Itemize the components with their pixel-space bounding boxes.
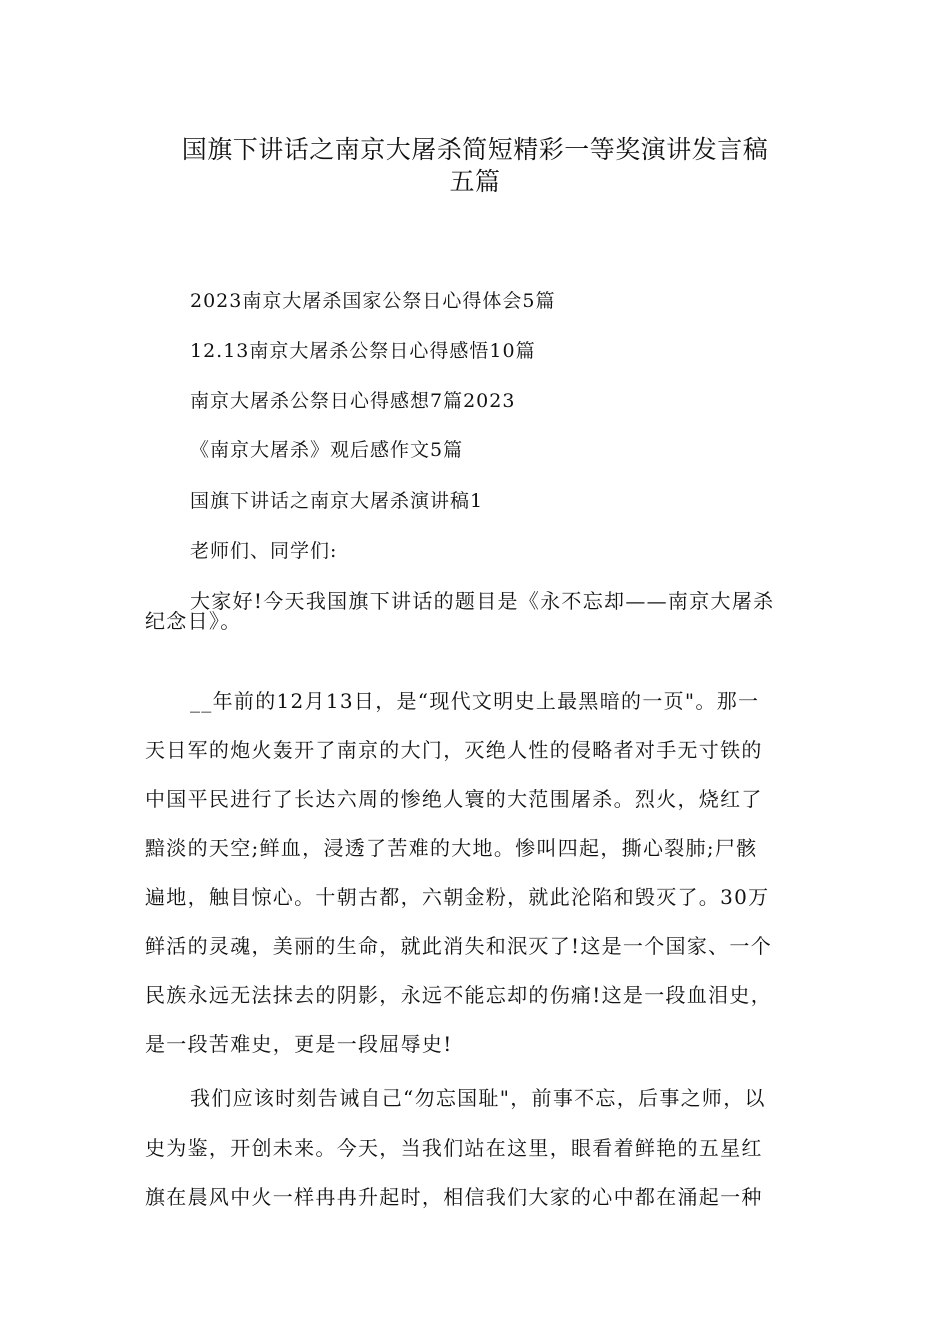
paragraph-3-line-1: 我们应该时刻告诫自己“勿忘国耻"，前事不忘，后事之师，以: [190, 1086, 766, 1110]
paragraph-2-line-6: 鲜活的灵魂，美丽的生命，就此消失和泯灭了!这是一个国家、一个: [145, 934, 773, 958]
paragraph-2-line-8: 是一段苦难史，更是一段屈辱史!: [145, 1032, 453, 1056]
paragraph-2-line-7: 民族永远无法抹去的阴影，永远不能忘却的伤痛!这是一段血泪史，: [145, 983, 773, 1007]
paragraph-2-line-3: 中国平民进行了长达六周的惨绝人寰的大范围屠杀。烈火，烧红了: [145, 787, 763, 811]
section-heading: 国旗下讲话之南京大屠杀演讲稿1: [190, 490, 484, 512]
paragraph-2-line-4: 黯淡的天空;鲜血，浸透了苦难的大地。惨叫四起，撕心裂肺;尸骸: [145, 836, 758, 860]
paragraph-2-line-2: 天日军的炮火轰开了南京的大门，灭绝人性的侵略者对手无寸铁的: [145, 738, 763, 762]
paragraph-3-line-3: 旗在晨风中火一样冉冉升起时，相信我们大家的心中都在涌起一种: [145, 1185, 763, 1209]
related-link-2[interactable]: 12.13南京大屠杀公祭日心得感悟10篇: [190, 340, 536, 362]
document-title-line-1: 国旗下讲话之南京大屠杀简短精彩一等奖演讲发言稿: [181, 135, 769, 164]
related-link-1[interactable]: 2023南京大屠杀国家公祭日心得体会5篇: [190, 290, 556, 312]
paragraph-1-line-2: 纪念日》。: [145, 609, 242, 633]
greeting: 老师们、同学们:: [190, 540, 338, 562]
paragraph-1-line-1: 大家好!今天我国旗下讲话的题目是《永不忘却——南京大屠杀: [190, 589, 775, 613]
related-link-3[interactable]: 南京大屠杀公祭日心得感想7篇2023: [190, 390, 516, 412]
paragraph-3-line-2: 史为鉴，开创未来。今天，当我们站在这里，眼看着鲜艳的五星红: [145, 1136, 763, 1160]
document-title-line-2: 五篇: [449, 167, 501, 196]
paragraph-2-line-1: __年前的12月13日，是“现代文明史上最黑暗的一页"。那一: [190, 689, 760, 713]
related-link-4[interactable]: 《南京大屠杀》观后感作文5篇: [190, 439, 464, 461]
paragraph-2-line-5: 遍地，触目惊心。十朝古都，六朝金粉，就此沦陷和毁灭了。30万: [145, 885, 770, 909]
